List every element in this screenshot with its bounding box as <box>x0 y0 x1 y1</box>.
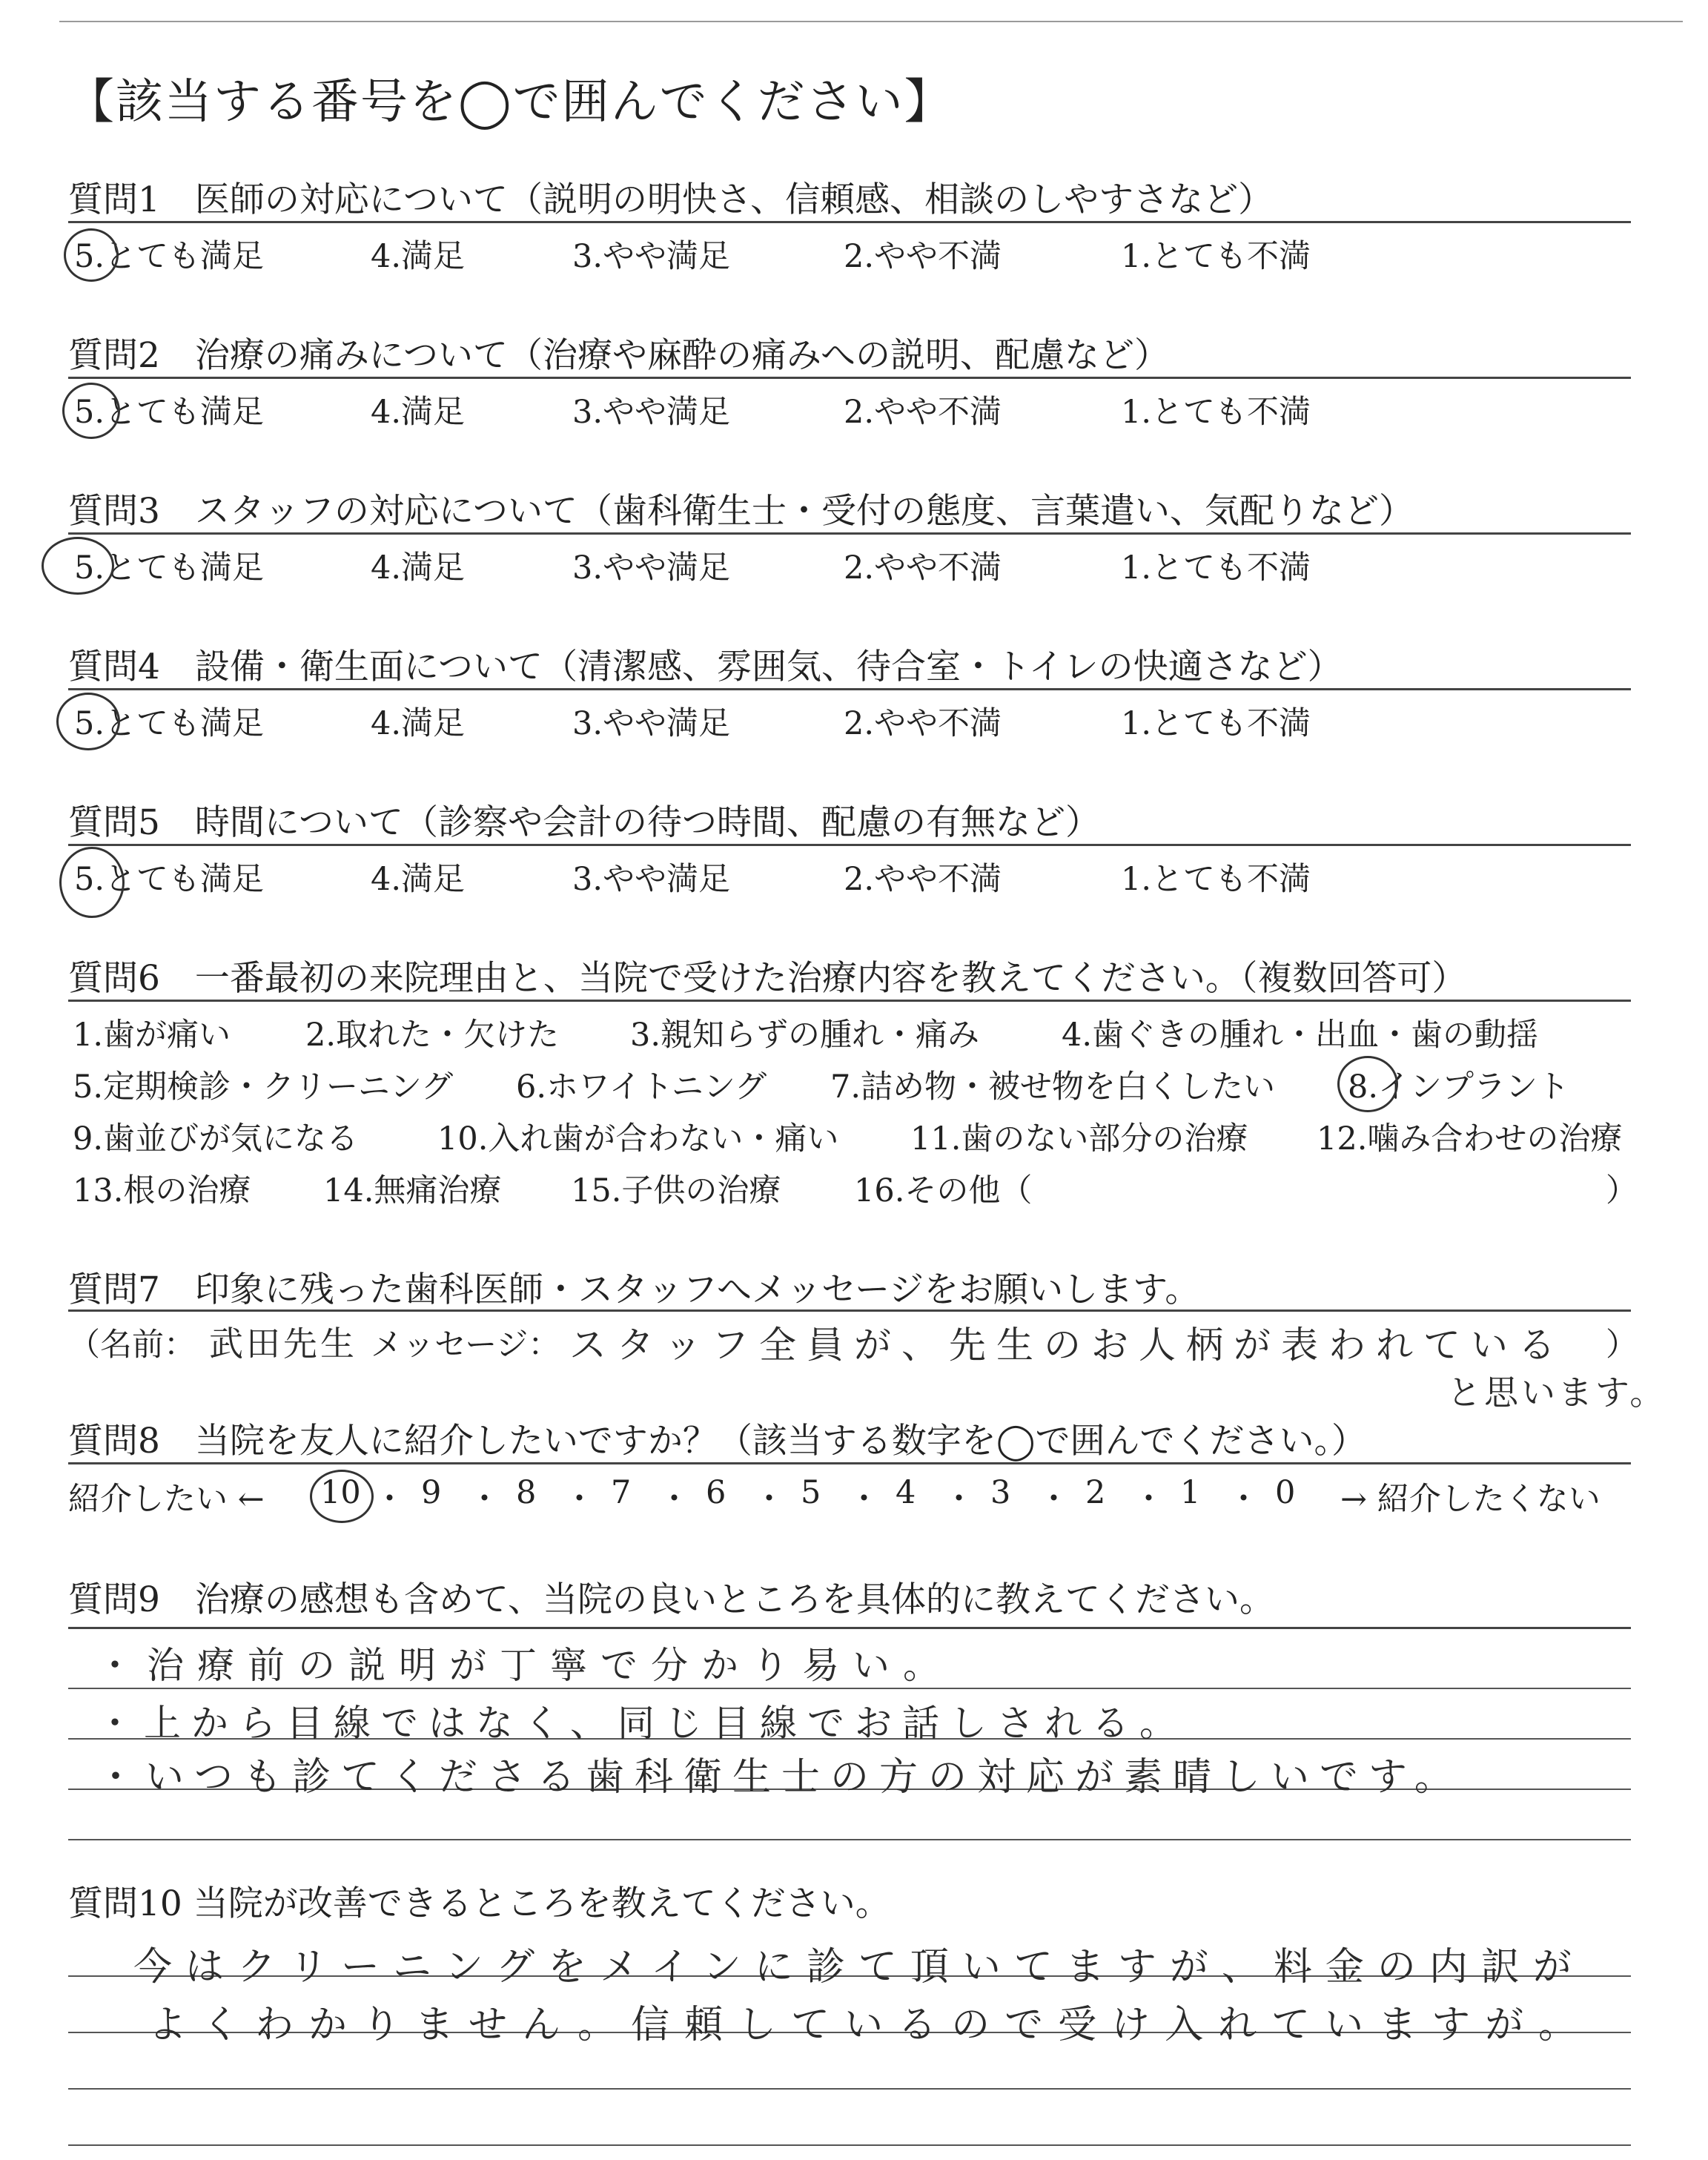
scale-separator: ・ <box>658 1481 690 1518</box>
rating-option-1[interactable]: 1.とても不満 <box>1121 861 1311 898</box>
scale-value-1[interactable]: 1 <box>1180 1474 1201 1511</box>
scale-separator: ・ <box>469 1481 500 1518</box>
selection-circle <box>62 383 120 439</box>
rating-option-5[interactable]: 5.とても満足 <box>74 861 265 898</box>
rating-option-5[interactable]: 5.とても満足 <box>74 394 265 431</box>
question-title: 質問6 一番最初の来院理由と、当院で受けた治療内容を教えてください。（複数回答可） <box>68 958 1467 999</box>
selection-circle <box>1337 1056 1398 1112</box>
rating-option-1[interactable]: 1.とても不満 <box>1121 705 1311 742</box>
scale-value-0[interactable]: 0 <box>1275 1474 1296 1511</box>
name-value[interactable]: 武田先生 <box>209 1324 357 1364</box>
page-title: 【該当する番号を◯で囲んでください】 <box>67 75 953 130</box>
rating-option-1[interactable]: 1.とても不満 <box>1121 549 1311 587</box>
scale-separator: ・ <box>374 1481 406 1518</box>
question-rule <box>68 377 1631 379</box>
name-label: （名前： <box>68 1327 196 1364</box>
scale-separator: ・ <box>1228 1481 1260 1518</box>
reason-option[interactable]: 10.入れ歯が合わない・痛い <box>437 1120 839 1157</box>
rating-option-4[interactable]: 4.満足 <box>371 705 466 742</box>
answer-text[interactable]: ・上から目線ではなく、同じ目線でお話しされる。 <box>96 1702 1187 1745</box>
rating-option-3[interactable]: 3.やや満足 <box>572 394 731 431</box>
reason-option[interactable]: 8.インプラント <box>1348 1069 1570 1106</box>
scale-separator: ・ <box>943 1481 975 1518</box>
question-title: 質問3 スタッフの対応について（歯科衛生士・受付の態度、言葉遣い、気配りなど） <box>68 491 1414 532</box>
rating-option-5[interactable]: 5.とても満足 <box>74 705 265 742</box>
reason-option[interactable]: 16.その他（ <box>854 1172 1033 1209</box>
scale-value-8[interactable]: 8 <box>516 1474 537 1511</box>
question-title: 質問9 治療の感想も含めて、当院の良いところを具体的に教えてください。 <box>68 1579 1274 1620</box>
question-title: 質問1 医師の対応について（説明の明快さ、信頼感、相談のしやすさなど） <box>68 179 1274 220</box>
top-border <box>59 21 1683 22</box>
answer-text[interactable]: ・治療前の説明が丁寧で分かり易い。 <box>96 1644 953 1687</box>
answer-text[interactable]: よくわかりません。信頼しているので受け入れていますが。 <box>148 2003 1592 2047</box>
rating-option-5[interactable]: 5.とても満足 <box>74 549 265 587</box>
reason-option[interactable]: 3.親知らずの腫れ・痛み <box>630 1017 980 1054</box>
reason-option[interactable]: 4.歯ぐきの腫れ・出血・歯の動揺 <box>1062 1017 1539 1054</box>
question-title: 質問4 設備・衛生面について（清潔感、雰囲気、待合室・トイレの快適さなど） <box>68 647 1343 687</box>
question-rule <box>68 532 1631 535</box>
scale-value-10[interactable]: 10 <box>320 1474 361 1511</box>
scale-separator: ・ <box>753 1481 785 1518</box>
scale-value-7[interactable]: 7 <box>611 1474 632 1511</box>
selection-circle <box>64 228 119 282</box>
question-title: 質問2 治療の痛みについて（治療や麻酔の痛みへの説明、配慮など） <box>68 335 1170 376</box>
rating-option-2[interactable]: 2.やや不満 <box>844 238 1002 275</box>
selection-circle <box>42 537 114 595</box>
scale-value-5[interactable]: 5 <box>801 1474 821 1511</box>
answer-line <box>68 2088 1631 2090</box>
reason-option[interactable]: 15.子供の治療 <box>571 1172 781 1209</box>
reason-option[interactable]: 6.ホワイトニング <box>516 1069 767 1106</box>
question-rule <box>68 1462 1631 1464</box>
rating-option-3[interactable]: 3.やや満足 <box>572 238 731 275</box>
scale-value-2[interactable]: 2 <box>1085 1474 1106 1511</box>
answer-line <box>68 1839 1631 1840</box>
reason-option[interactable]: 14.無痛治療 <box>323 1172 502 1209</box>
reason-option[interactable]: 7.詰め物・被せ物を白くしたい <box>830 1069 1276 1106</box>
scale-left-label: 紹介したい ← <box>68 1481 265 1518</box>
scale-value-9[interactable]: 9 <box>421 1474 442 1511</box>
rating-option-4[interactable]: 4.満足 <box>371 238 466 275</box>
message-continued[interactable]: と思います。 <box>1447 1373 1667 1413</box>
scale-separator: ・ <box>848 1481 880 1518</box>
reason-option[interactable]: 13.根の治療 <box>73 1172 251 1209</box>
rating-option-3[interactable]: 3.やや満足 <box>572 705 731 742</box>
close-paren: ） <box>1606 1327 1638 1364</box>
reason-option[interactable]: 2.取れた・欠けた <box>305 1017 560 1054</box>
reason-option[interactable]: 11.歯のない部分の治療 <box>910 1120 1248 1157</box>
selection-circle <box>56 693 120 750</box>
selection-circle <box>59 847 125 918</box>
rating-option-3[interactable]: 3.やや満足 <box>572 549 731 587</box>
scale-separator: ・ <box>563 1481 595 1518</box>
rating-option-4[interactable]: 4.満足 <box>371 394 466 431</box>
rating-option-2[interactable]: 2.やや不満 <box>844 549 1002 587</box>
answer-text[interactable]: 今はクリーニングをメインに診て頂いてますが、料金の内訳が <box>133 1945 1585 1989</box>
rating-option-4[interactable]: 4.満足 <box>371 549 466 587</box>
rating-option-2[interactable]: 2.やや不満 <box>844 394 1002 431</box>
scale-value-6[interactable]: 6 <box>706 1474 726 1511</box>
scale-value-4[interactable]: 4 <box>896 1474 916 1511</box>
reason-option[interactable]: 12.噛み合わせの治療 <box>1317 1120 1623 1157</box>
answer-text[interactable]: ・いつも診てくださる歯科衛生士の方の対応が素晴しいです。 <box>96 1755 1463 1800</box>
rating-option-4[interactable]: 4.満足 <box>371 861 466 898</box>
question-title: 質問5 時間について（診察や会計の待つ時間、配慮の有無など） <box>68 802 1100 843</box>
message-label: メッセージ： <box>371 1327 560 1364</box>
scale-separator: ・ <box>1133 1481 1165 1518</box>
reason-option[interactable]: 5.定期検診・クリーニング <box>73 1069 454 1106</box>
rating-option-2[interactable]: 2.やや不満 <box>844 705 1002 742</box>
rating-option-2[interactable]: 2.やや不満 <box>844 861 1002 898</box>
selection-circle <box>310 1470 374 1523</box>
rating-option-5[interactable]: 5.とても満足 <box>74 238 265 275</box>
question-title: 質問10 当院が改善できるところを教えてください。 <box>68 1883 890 1924</box>
question-title: 質問8 当院を友人に紹介したいですか？（該当する数字を◯で囲んでください。） <box>68 1421 1367 1462</box>
question-title: 質問7 印象に残った歯科医師・スタッフへメッセージをお願いします。 <box>68 1269 1200 1310</box>
question-rule <box>68 1000 1631 1002</box>
question-rule <box>68 688 1631 690</box>
scale-right-label: → 紹介したくない <box>1340 1481 1601 1518</box>
answer-line <box>68 1627 1631 1629</box>
scale-value-3[interactable]: 3 <box>990 1474 1011 1511</box>
other-close-paren: ） <box>1606 1172 1638 1209</box>
scale-separator: ・ <box>1038 1481 1070 1518</box>
message-value[interactable]: スタッフ全員が、先生のお人柄が表われている <box>569 1324 1566 1367</box>
question-rule <box>68 221 1631 223</box>
reason-option[interactable]: 9.歯並びが気になる <box>73 1120 359 1157</box>
question-rule <box>68 844 1631 846</box>
rating-option-3[interactable]: 3.やや満足 <box>572 861 731 898</box>
rating-option-1[interactable]: 1.とても不満 <box>1121 394 1311 431</box>
question-rule <box>68 1309 1631 1312</box>
reason-option[interactable]: 1.歯が痛い <box>73 1017 231 1054</box>
rating-option-1[interactable]: 1.とても不満 <box>1121 238 1311 275</box>
answer-line <box>68 2144 1631 2146</box>
